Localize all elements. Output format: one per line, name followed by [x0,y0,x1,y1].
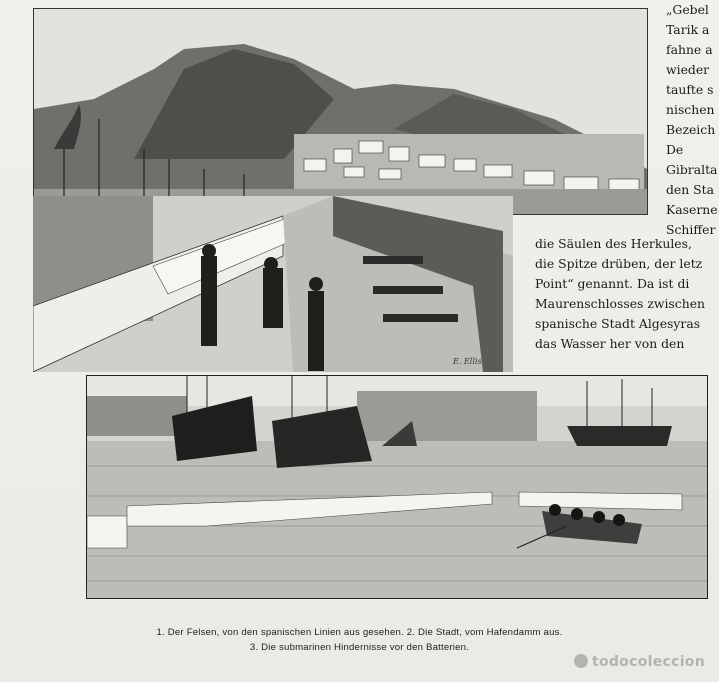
text-line: die Säulen des Herkules, [535,236,692,251]
watermark-logo-icon [574,654,588,668]
text-line: Tarik a [666,22,710,37]
watermark [574,654,705,670]
text-line: De [666,142,684,157]
figure-caption-line-1: 1. Der Felsen, von den spanischen Linien aus gesehen. 2. Die Stadt, vom Hafendamm aus. [156,627,563,638]
text-line: spanische Stadt Algesyras [535,316,701,331]
rock-landscape-drawing [34,9,647,214]
submarine-obstacles-drawing [87,376,707,598]
body-text-column-bottom [535,234,719,354]
text-line: Gibralta [666,162,718,177]
text-line: fahne a [666,42,713,57]
engraving-rock-of-gibraltar [33,8,648,215]
engraving-submarine-obstacles [86,375,708,599]
text-line: Point“ genannt. Da ist di [535,276,690,291]
text-line: Bezeich [666,122,716,137]
text-line: die Spitze drüben, der letz [535,256,703,271]
text-line: den Sta [666,182,715,197]
harbour-mole-drawing [33,196,513,372]
engraving-town-from-harbour-mole [33,196,513,372]
text-line: taufte s [666,82,714,97]
text-line: Schiffer [666,222,716,237]
text-line: Kaserne [666,202,718,217]
engraver-signature: E. Ellis [453,357,482,366]
text-line: „Gebel [666,2,709,17]
body-text-column-top [666,0,719,240]
figure-caption-line-2: 3. Die submarinen Hindernisse vor den Batterien. [249,642,470,653]
text-line: wieder [666,62,710,77]
text-line: nischen [666,102,715,117]
watermark-text: todocoleccion [591,654,705,670]
text-line: das Wasser her von den [535,336,685,351]
text-line: Maurenschlosses zwischen [535,296,706,311]
